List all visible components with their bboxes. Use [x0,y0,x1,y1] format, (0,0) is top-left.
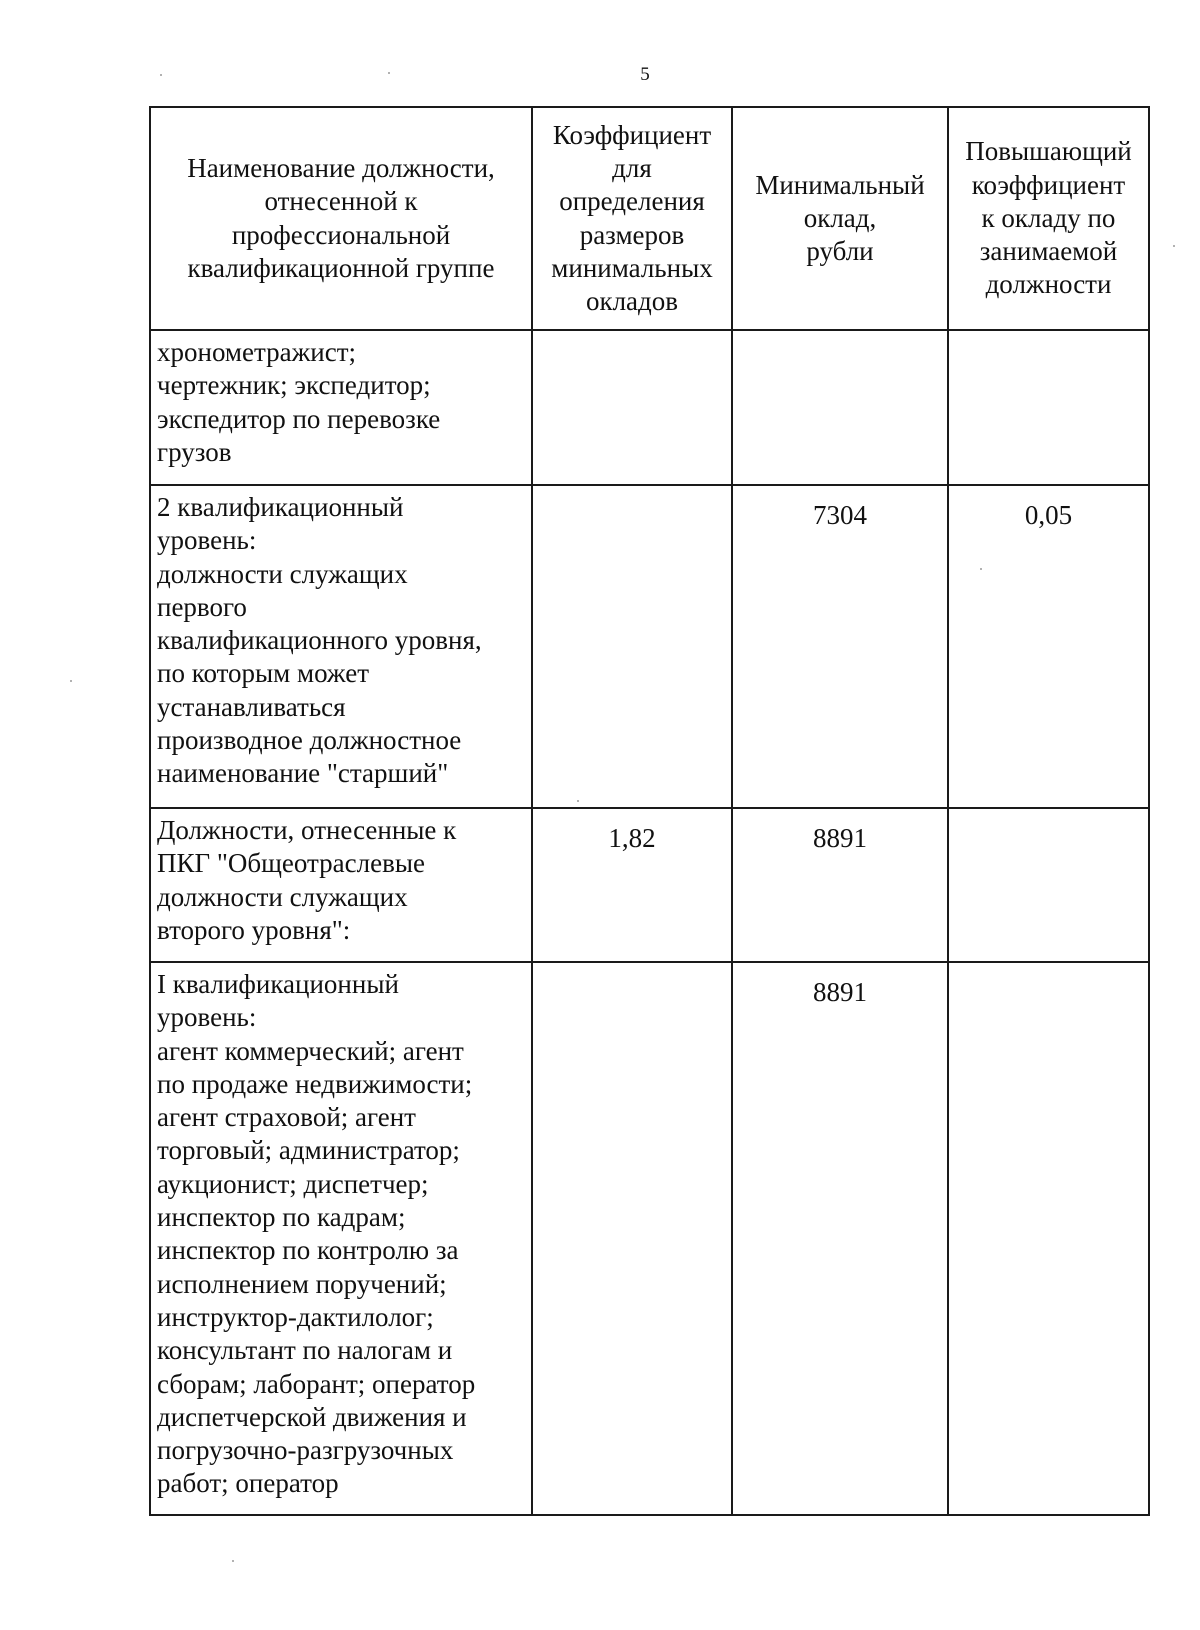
min-salary-cell [732,330,948,485]
raising-coefficient-cell: 0,05 [948,485,1149,808]
position-name-line: по продаже недвижимости; [157,1068,473,1099]
raising-coefficient-cell [948,330,1149,485]
header-text-line: Минимальный [755,169,925,200]
header-text-line: профессиональной [231,219,451,250]
header-coefficient [532,107,732,330]
position-name-line: диспетчерской движения и [157,1401,467,1432]
position-name-line: ПКГ "Общеотраслевые [157,848,425,879]
min-salary-cell: 7304 [732,485,948,808]
position-name-line: 2 квалификационный [157,492,404,522]
table-row [150,330,1149,485]
scan-speck [70,680,72,682]
min-salary-cell: 8891 [732,962,948,1515]
position-name-line: наименование "старший" [157,758,449,789]
table-row [150,808,1149,962]
header-position-name [150,107,532,330]
table-header-row [150,107,1149,330]
position-name-line: экспедитор по перевозке [157,403,441,434]
header-text-line: оклад, [803,202,877,233]
position-name-cell [150,808,532,962]
position-name-line: хронометражист; [157,337,357,367]
position-name-line: работ; оператор [157,1468,339,1499]
header-text-line: должности [985,269,1112,300]
position-name-line: погрузочно-разгрузочных [157,1435,454,1466]
header-text-line: коэффициент [971,169,1126,200]
header-min-salary [732,107,948,330]
position-name-line: устанавливаться [157,691,346,722]
header-text-line: отнесенной к [264,186,418,217]
coefficient-cell: 1,82 [532,808,732,962]
position-name-line: исполнением поручений; [157,1268,447,1299]
position-name-line: аукционист; диспетчер; [157,1168,429,1199]
position-name-line: по которым может [157,658,370,689]
position-name-line: агент коммерческий; агент [157,1035,464,1066]
header-text-line: занимаемой [979,236,1118,267]
position-name-line: грузов [157,436,232,467]
position-name-line: I квалификационный [157,969,399,999]
position-name-line: торговый; администратор; [157,1135,460,1166]
coefficient-cell [532,330,732,485]
min-salary-cell: 8891 [732,808,948,962]
position-name-line: должности служащих [157,558,408,589]
scan-speck [1173,245,1175,247]
table-row [150,962,1149,1515]
header-text-line: минимальных [551,252,713,283]
position-name-line: агент страховой; агент [157,1102,416,1133]
position-name-line: инструктор-дактилолог; [157,1301,434,1332]
position-name-line: инспектор по контролю за [157,1235,459,1266]
header-text-line: размеров [579,219,685,250]
header-text-line: окладов [585,286,679,317]
position-name-line: Должности, отнесенные к [157,815,457,845]
position-name-line: первого [157,591,247,622]
raising-coefficient-cell [948,962,1149,1515]
header-text-line: определения [559,186,705,217]
scan-speck [160,74,162,76]
scan-speck [577,800,579,802]
position-name-line: производное должностное [157,725,462,756]
position-name-cell [150,962,532,1515]
position-name-line: инспектор по кадрам; [157,1202,406,1233]
coefficient-cell [532,485,732,808]
header-text-line: рубли [806,236,874,267]
header-text-line: для [612,152,652,183]
position-name-line: уровень: [157,1002,257,1033]
position-name-line: сборам; лаборант; оператор [157,1368,476,1399]
table-row [150,485,1149,808]
position-name-line: чертежник; экспедитор; [157,370,431,401]
header-raising-coefficient [948,107,1149,330]
page-number: 5 [640,64,650,85]
position-name-line: второго уровня": [157,914,351,945]
scan-speck [980,568,982,570]
coefficient-cell [532,962,732,1515]
scan-speck [232,1560,234,1562]
position-name-line: консультант по налогам и [157,1335,453,1366]
header-text-line: Коэффициент [552,119,712,150]
position-name-line: квалификационного уровня, [157,625,482,656]
position-name-line: уровень: [157,525,257,556]
scan-speck [388,72,390,74]
position-name-cell [150,485,532,808]
header-text-line: к окладу по [981,202,1116,233]
header-text-line: квалификационной группе [187,252,495,283]
header-text-line: Повышающий [965,136,1132,167]
salary-table [149,106,1150,1516]
position-name-line: должности служащих [157,881,408,912]
header-text-line: Наименование должности, [187,152,495,183]
raising-coefficient-cell [948,808,1149,962]
position-name-cell [150,330,532,485]
